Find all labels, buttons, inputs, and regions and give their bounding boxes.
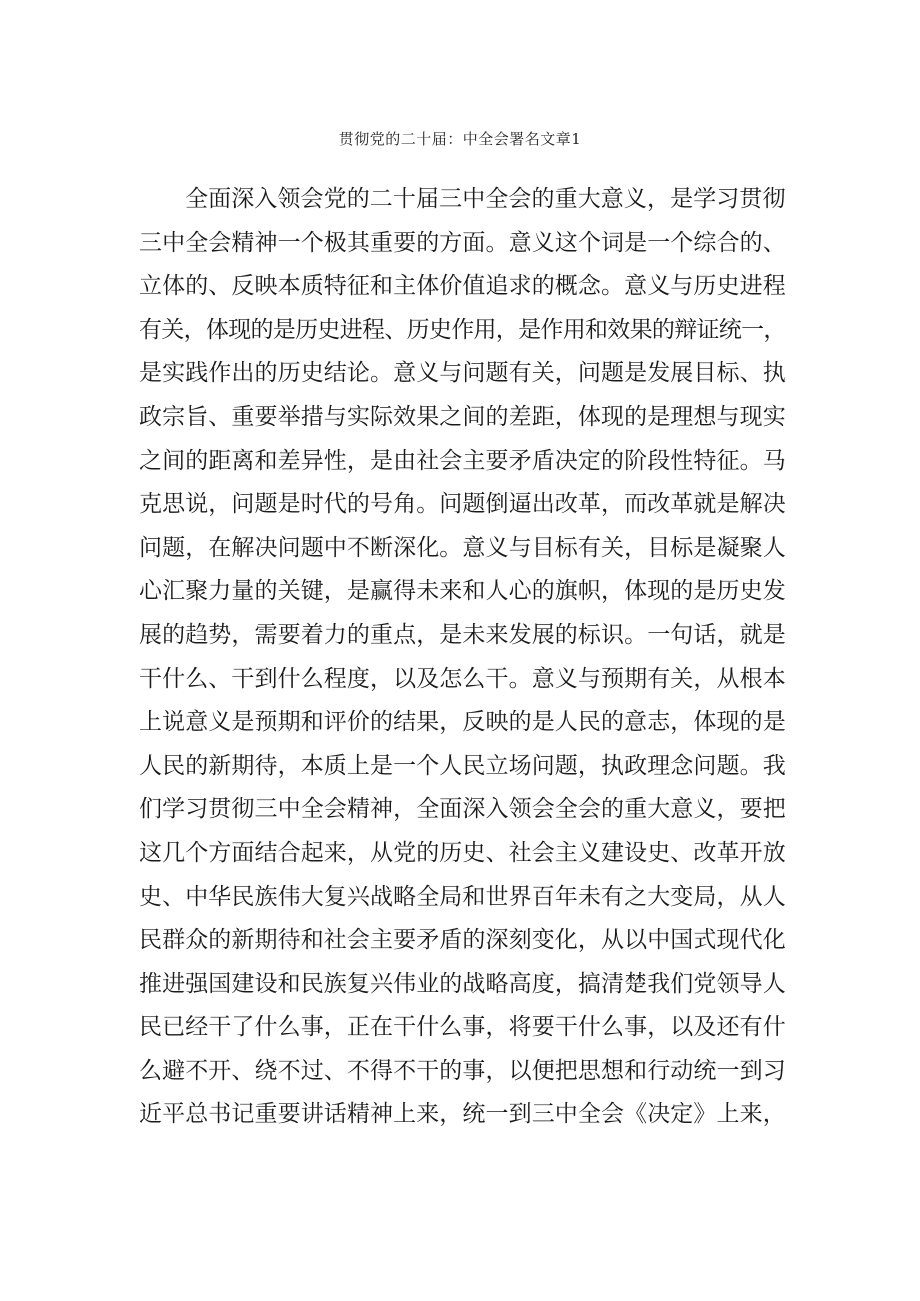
body-line-16: 这几个方面结合起来，从党的历史、社会主义建设史、改革开放 xyxy=(139,839,786,866)
body-line-20: 民已经干了什么事，正在干什么事，将要干什么事，以及还有什 xyxy=(139,1014,786,1041)
body-line-8: 克思说，问题是时代的号角。问题倒逼出改革，而改革就是解决 xyxy=(139,491,786,518)
body-line-6: 政宗旨、重要举措与实际效果之间的差距，体现的是理想与现实 xyxy=(139,403,786,430)
body-line-3: 立体的、反映本质特征和主体价值追求的概念。意义与历史进程 xyxy=(139,273,786,300)
body-line-19: 推进强国建设和民族复兴伟业的战略高度，搞清楚我们党领导人 xyxy=(139,970,786,997)
body-line-14: 人民的新期待，本质上是一个人民立场问题，执政理念问题。我 xyxy=(139,752,786,779)
body-line-1: 全面深入领会党的二十届三中全会的重大意义，是学习贯彻 xyxy=(185,186,786,212)
body-line-2: 三中全会精神一个极其重要的方面。意义这个词是一个综合的、 xyxy=(139,229,786,256)
body-line-5: 是实践作出的历史结论。意义与问题有关，问题是发展目标、执 xyxy=(139,360,786,387)
body-line-17: 史、中华民族伟大复兴战略全局和世界百年未有之大变局，从人 xyxy=(139,883,786,910)
body-line-22: 近平总书记重要讲话精神上来，统一到三中全会《决定》上来， xyxy=(139,1101,786,1128)
body-line-10: 心汇聚力量的关键，是赢得未来和人心的旗帜，体现的是历史发 xyxy=(139,578,786,605)
body-line-4: 有关，体现的是历史进程、历史作用，是作用和效果的辩证统一， xyxy=(139,316,786,343)
article-body xyxy=(139,178,789,1137)
body-line-18: 民群众的新期待和社会主要矛盾的深刻变化，从以中国式现代化 xyxy=(139,927,786,954)
running-header: 贯彻党的二十届：中全会署名文章1 xyxy=(338,130,582,148)
body-line-13: 上说意义是预期和评价的结果，反映的是人民的意志，体现的是 xyxy=(139,709,786,736)
body-line-21: 么避不开、绕不过、不得不干的事，以便把思想和行动统一到习 xyxy=(139,1057,786,1084)
body-line-7: 之间的距离和差异性，是由社会主要矛盾决定的阶段性特征。马 xyxy=(139,447,786,474)
body-line-11: 展的趋势，需要着力的重点，是未来发展的标识。一句话，就是 xyxy=(139,621,786,648)
body-line-15: 们学习贯彻三中全会精神，全面深入领会全会的重大意义，要把 xyxy=(139,796,786,823)
body-line-12: 干什么、干到什么程度，以及怎么干。意义与预期有关，从根本 xyxy=(139,665,786,692)
body-line-9: 问题，在解决问题中不断深化。意义与目标有关，目标是凝聚人 xyxy=(139,534,786,561)
